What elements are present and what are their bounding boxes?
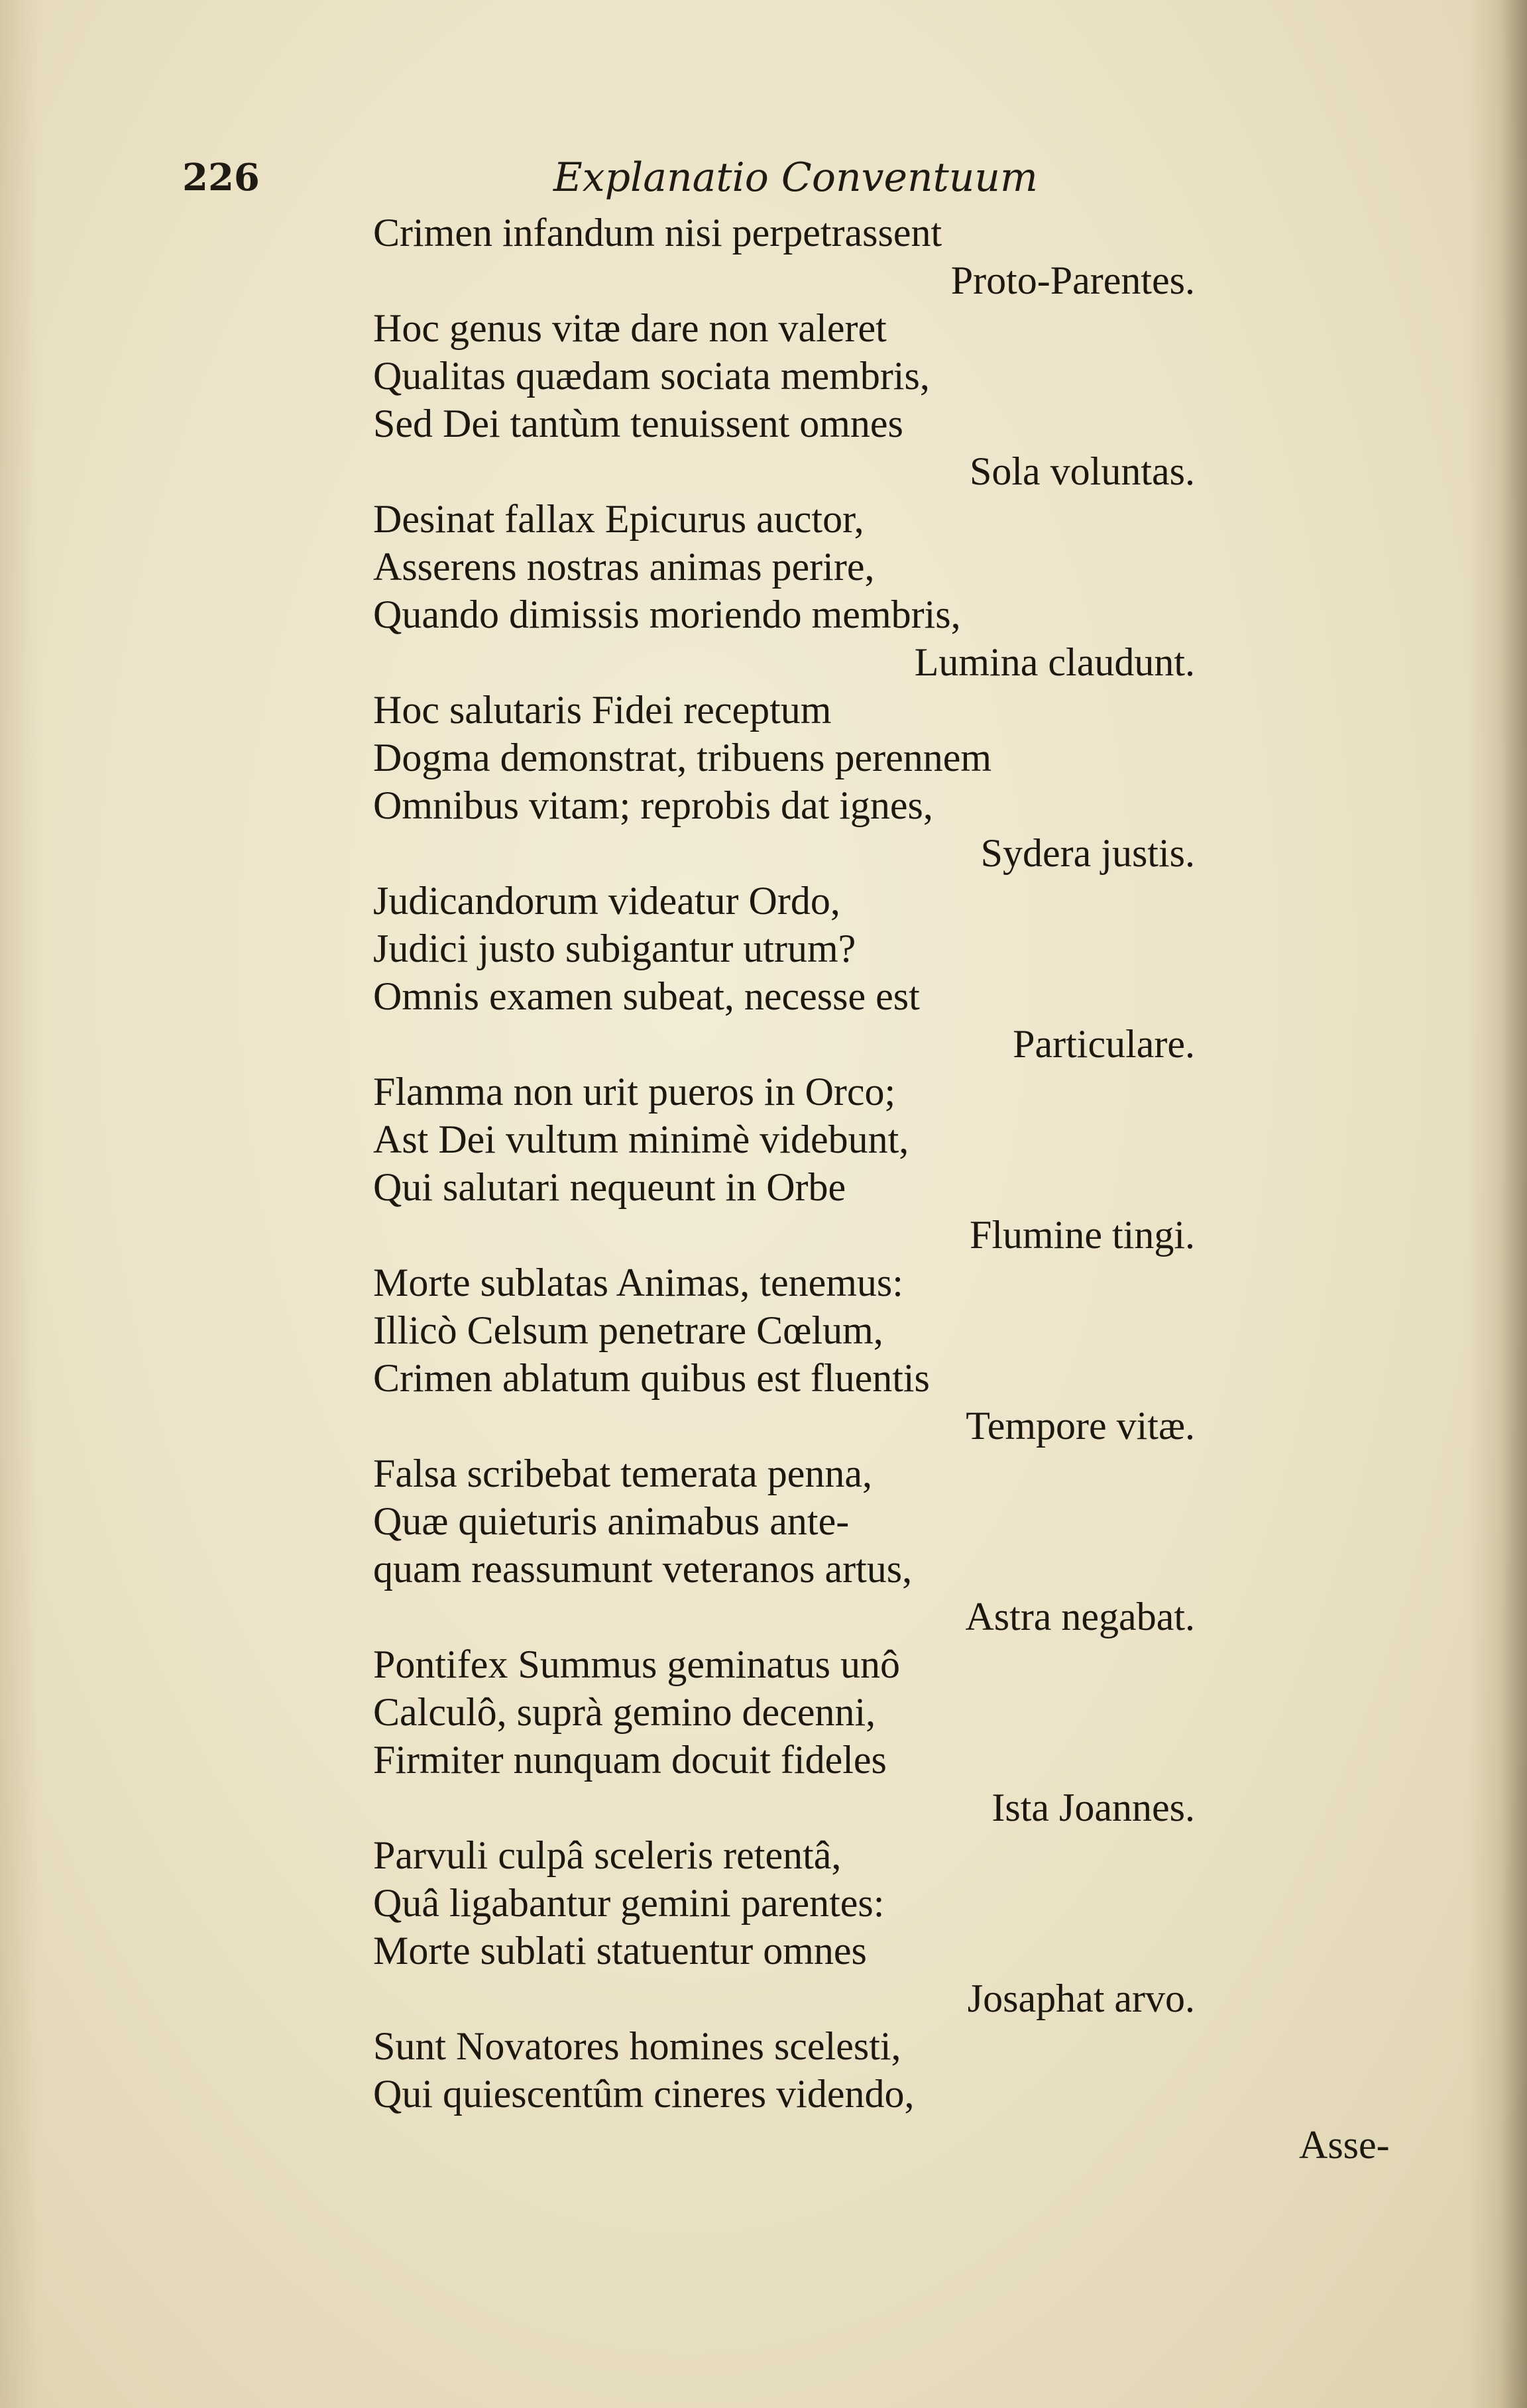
page-header (182, 151, 1070, 204)
verse-line: Firmiter nunquam docuit fideles (373, 1738, 887, 1782)
verse-line: Asserens nostras animas perire, (373, 545, 875, 589)
verse-line: Qui quiescentûm cineres videndo, (373, 2072, 915, 2116)
verse-line: Sed Dei tantùm tenuissent omnes (373, 402, 903, 445)
verse-adonic: Lumina claudunt. (914, 640, 1195, 684)
page-shadow-right (1467, 0, 1527, 2408)
verse-line: Morte sublatas Animas, tenemus: (373, 1261, 903, 1304)
verse-adonic: Proto-Parentes. (950, 258, 1195, 302)
verse-line: Judicandorum videatur Ordo, (373, 879, 840, 923)
stanza (373, 972, 1195, 1163)
verse-line: Omnibus vitam; reprobis dat ignes, (373, 783, 933, 827)
stanza (373, 1354, 1195, 1545)
verse-line: Parvuli culpâ sceleris retentâ, (373, 1833, 842, 1877)
verse-adonic: Sydera justis. (980, 831, 1195, 875)
verse-line: Flamma non urit pueros in Orco; (373, 1070, 896, 1114)
verse-line: Quæ quieturis animabus ante- (373, 1499, 850, 1543)
verse-line: Dogma demonstrat, tribuens perennem (373, 736, 992, 779)
catchword: Asse- (1299, 2123, 1390, 2167)
verse-line: Hoc genus vitæ dare non valeret (373, 306, 887, 350)
verse-adonic: Astra negabat. (965, 1595, 1195, 1638)
verse-line: Qui salutari nequeunt in Orbe (373, 1165, 846, 1209)
running-head: Explanatio Conventuum (553, 154, 1038, 201)
verse-line: Crimen infandum nisi perpetrassent (373, 211, 942, 255)
verse-line: Illicò Celsum penetrare Cœlum, (373, 1308, 883, 1352)
verse-line: Quâ ligabantur gemini parentes: (373, 1881, 885, 1925)
page-number: 226 (182, 156, 260, 200)
verse-line: Falsa scribebat temerata penna, (373, 1452, 872, 1495)
verse-line: Omnis examen subeat, necesse est (373, 974, 920, 1018)
stanza (373, 209, 1195, 400)
verse-adonic: Tempore vitæ. (966, 1404, 1195, 1448)
verse-adonic: Josaphat arvo. (967, 1977, 1195, 2020)
stanza (373, 591, 1195, 781)
verse-line: Pontifex Summus geminatus unô (373, 1642, 900, 1686)
verse-adonic: Sola voluntas. (970, 449, 1195, 493)
verse-line: Qualitas quædam sociata membris, (373, 354, 930, 398)
stanza (373, 1163, 1195, 1354)
verse-line: quam reassumunt veteranos artus, (373, 1547, 913, 1591)
stanza (373, 400, 1195, 591)
verse-adonic: Flumine tingi. (969, 1213, 1195, 1257)
verse-line: Judici justo subigantur utrum? (373, 927, 856, 970)
verse-line: Ast Dei vultum minimè videbunt, (373, 1118, 909, 1161)
page-shadow-left (0, 0, 40, 2408)
verse-line: Sunt Novatores homines scelesti, (373, 2024, 901, 2068)
verse-line: Crimen ablatum quibus est fluentis (373, 1356, 930, 1400)
verse-line: Morte sublati statuentur omnes (373, 1929, 867, 1973)
verse-line: Calculô, suprà gemino decenni, (373, 1690, 876, 1734)
poem-body (373, 209, 1195, 2118)
verse-line: Desinat fallax Epicurus auctor, (373, 497, 864, 541)
verse-line: Hoc salutaris Fidei receptum (373, 688, 832, 732)
stanza (373, 1736, 1195, 1927)
stanza (373, 1545, 1195, 1736)
stanza (373, 1927, 1195, 2118)
verse-adonic: Particulare. (1013, 1022, 1195, 1066)
stanza (373, 781, 1195, 972)
verse-line: Quando dimissis moriendo membris, (373, 593, 961, 636)
verse-adonic: Ista Joannes. (991, 1786, 1195, 1829)
